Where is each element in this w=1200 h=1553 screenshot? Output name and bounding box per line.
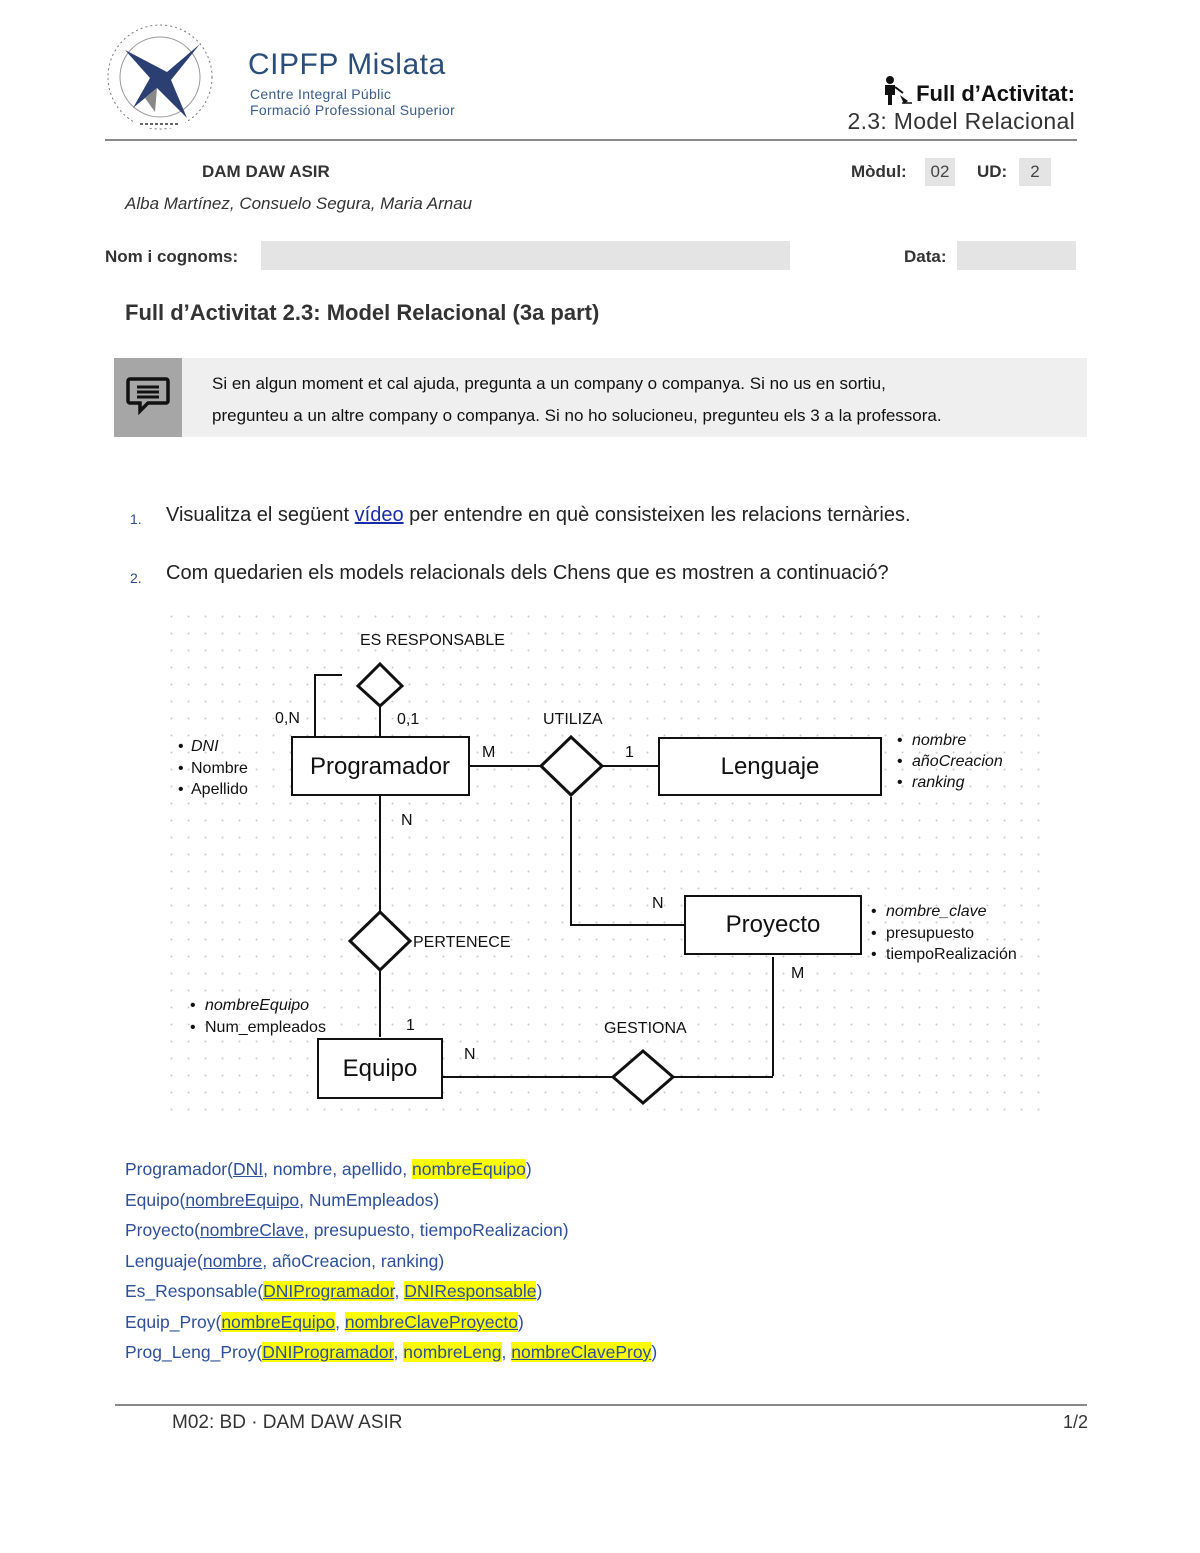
attr-proyecto-nombre-clave: nombre_clave bbox=[886, 903, 987, 920]
entity-equipo-label: Equipo bbox=[342, 1055, 418, 1082]
question-2: Com quedarien els models relacionals dels Chens que es mostren a continuació? bbox=[166, 562, 889, 584]
relation-pertenece-label: PERTENECE bbox=[413, 934, 511, 951]
card-util-proy: N bbox=[652, 895, 664, 912]
card-util-leng: 1 bbox=[625, 744, 634, 761]
card-proy-gest: M bbox=[791, 965, 805, 982]
help-note-line-2: pregunteu a un altre company o companya. Si no ho solucioneu, pregunteu els 3 a la professora. bbox=[212, 406, 942, 425]
relation-schema-name: Equip_Proy bbox=[125, 1311, 216, 1332]
relation-field: DNIProgramador bbox=[262, 1342, 394, 1362]
page-title: Full d’Activitat 2.3: Model Relacional (3a part) bbox=[125, 300, 600, 325]
relation-field: nombreEquipo bbox=[411, 1159, 526, 1179]
date-field[interactable] bbox=[957, 241, 1076, 270]
ud-field[interactable]: 2 bbox=[1019, 158, 1051, 186]
relation-schema-name: Programador bbox=[125, 1159, 228, 1179]
help-note-text bbox=[212, 368, 1072, 432]
org-line-2: Formació Professional Superior bbox=[250, 102, 456, 118]
attr-proyecto-presupuesto: presupuesto bbox=[886, 925, 975, 942]
card-resp-left: 0,N bbox=[275, 710, 300, 727]
attr-bullet: • bbox=[897, 774, 903, 791]
relation-field: nombreClave bbox=[199, 1220, 304, 1240]
name-field[interactable] bbox=[261, 241, 790, 270]
module-field[interactable]: 02 bbox=[925, 158, 955, 186]
attr-bullet: • bbox=[897, 732, 903, 749]
help-note-line-1: Si en algun moment et cal ajuda, pregunta a un company o companya. Si no us en sortiu, bbox=[212, 374, 886, 393]
question-1: Visualitza el següent vídeo per entendre en què consisteixen les relacions ternàries. bbox=[166, 504, 911, 526]
card-resp-right: 0,1 bbox=[397, 711, 420, 728]
question-2-number: 2. bbox=[130, 570, 142, 586]
page-number: 1/2 bbox=[1062, 1412, 1088, 1432]
card-prog-util: M bbox=[482, 744, 496, 761]
attr-bullet: • bbox=[897, 753, 903, 770]
diagram-grid bbox=[170, 615, 1045, 1120]
footer-course: M02: BD · DAM DAW ASIR bbox=[172, 1412, 403, 1433]
relation-schema-name: Prog_Leng_Proy bbox=[125, 1342, 257, 1362]
relation-schema: Programador(DNI, nombre, apellido, nombreEquipo) bbox=[125, 1159, 532, 1179]
attr-bullet: • bbox=[178, 738, 184, 755]
relation-field: DNI bbox=[232, 1159, 264, 1179]
video-link[interactable]: vídeo bbox=[354, 504, 404, 526]
relation-field: presupuesto bbox=[313, 1220, 411, 1240]
org-name: CIPFP Mislata bbox=[248, 48, 446, 81]
course-label: DAM DAW ASIR bbox=[202, 162, 330, 181]
relation-field: NumEmpleados bbox=[308, 1189, 434, 1210]
entity-programador-label: Programador bbox=[309, 753, 451, 780]
attr-bullet: • bbox=[178, 760, 184, 777]
relation-field: nombre bbox=[202, 1250, 263, 1271]
relation-field: apellido bbox=[341, 1159, 403, 1179]
relation-schema: Equip_Proy(nombreEquipo, nombreClaveProyecto) bbox=[125, 1311, 524, 1332]
relation-es-responsable-label: ES RESPONSABLE bbox=[360, 632, 505, 649]
relation-schema-name: Equipo bbox=[125, 1189, 180, 1210]
relation-field: DNIResponsable bbox=[404, 1281, 537, 1301]
question-1-number: 1. bbox=[130, 511, 142, 527]
relation-field: nombreLeng bbox=[403, 1342, 502, 1362]
ud-label: UD: bbox=[977, 162, 1008, 181]
attr-lenguaje-nombre: nombre bbox=[912, 732, 967, 749]
attr-bullet: • bbox=[871, 946, 877, 963]
relation-gestiona-label: GESTIONA bbox=[604, 1020, 687, 1037]
header-divider bbox=[105, 139, 1077, 141]
cipfp-mislata-logo bbox=[105, 20, 215, 135]
relation-field: ranking bbox=[380, 1250, 439, 1271]
attr-programador-dni: DNI bbox=[191, 738, 219, 755]
date-label: Data: bbox=[904, 247, 947, 266]
org-line-1: Centre Integral Públic bbox=[250, 86, 392, 102]
relation-schema: Equipo(nombreEquipo, NumEmpleados) bbox=[125, 1189, 440, 1210]
relation-schema-name: Es_Responsable bbox=[125, 1281, 258, 1301]
relation-schema: Prog_Leng_Proy(DNIProgramador, nombreLeng, nombreClaveProy) bbox=[125, 1342, 658, 1362]
attr-bullet: • bbox=[190, 997, 196, 1014]
relation-schema-name: Lenguaje bbox=[125, 1250, 198, 1271]
attr-programador-apellido: Apellido bbox=[191, 781, 248, 798]
attr-proyecto-tiempo: tiempoRealización bbox=[886, 946, 1017, 963]
attr-bullet: • bbox=[871, 925, 877, 942]
relation-field: tiempoRealizacion bbox=[419, 1220, 563, 1240]
module-label: Mòdul: bbox=[851, 162, 907, 181]
relation-field: nombreEquipo bbox=[185, 1189, 300, 1210]
sheet-subtitle: 2.3: Model Relacional bbox=[847, 108, 1075, 134]
card-pert-equipo: 1 bbox=[406, 1017, 415, 1034]
relation-field: DNIProgramador bbox=[263, 1281, 395, 1301]
relation-schema-name: Proyecto bbox=[125, 1220, 195, 1240]
attr-equipo-nombre: nombreEquipo bbox=[205, 997, 310, 1014]
relation-schema: Es_Responsable(DNIProgramador, DNIResponsable) bbox=[125, 1281, 543, 1301]
relation-field: nombre bbox=[272, 1159, 333, 1179]
sheet-title: Full d’Activitat: bbox=[880, 75, 1075, 113]
attr-bullet: • bbox=[190, 1019, 196, 1036]
attr-lenguaje-ranking: ranking bbox=[912, 774, 965, 791]
er-diagram bbox=[170, 615, 1045, 1120]
relation-field: nombreClaveProy bbox=[511, 1342, 652, 1362]
attr-programador-nombre: Nombre bbox=[191, 760, 248, 777]
relation-field: nombreEquipo bbox=[221, 1311, 336, 1332]
relation-schema: Proyecto(nombreClave, presupuesto, tiempoRealizacion) bbox=[125, 1220, 569, 1240]
chat-icon bbox=[126, 373, 170, 422]
attr-bullet: • bbox=[871, 903, 877, 920]
relation-field: añoCreacion bbox=[271, 1250, 372, 1271]
attr-lenguaje-anocreacion: añoCreacion bbox=[912, 753, 1003, 770]
note-icon-box bbox=[114, 358, 182, 437]
card-equipo-gest: N bbox=[464, 1046, 476, 1063]
attr-equipo-empleados: Num_empleados bbox=[205, 1019, 326, 1036]
entity-proyecto-label: Proyecto bbox=[725, 911, 821, 938]
attr-bullet: • bbox=[178, 781, 184, 798]
footer-divider bbox=[115, 1404, 1087, 1406]
relation-field: nombreClaveProyecto bbox=[344, 1311, 519, 1332]
entity-lenguaje-label: Lenguaje bbox=[720, 753, 820, 780]
relation-utiliza-label: UTILIZA bbox=[543, 711, 603, 728]
authors: Alba Martínez, Consuelo Segura, Maria Arnau bbox=[125, 194, 473, 213]
name-label: Nom i cognoms: bbox=[105, 247, 239, 266]
relation-schema: Lenguaje(nombre, añoCreacion, ranking) bbox=[125, 1250, 445, 1271]
card-prog-pert: N bbox=[401, 812, 413, 829]
